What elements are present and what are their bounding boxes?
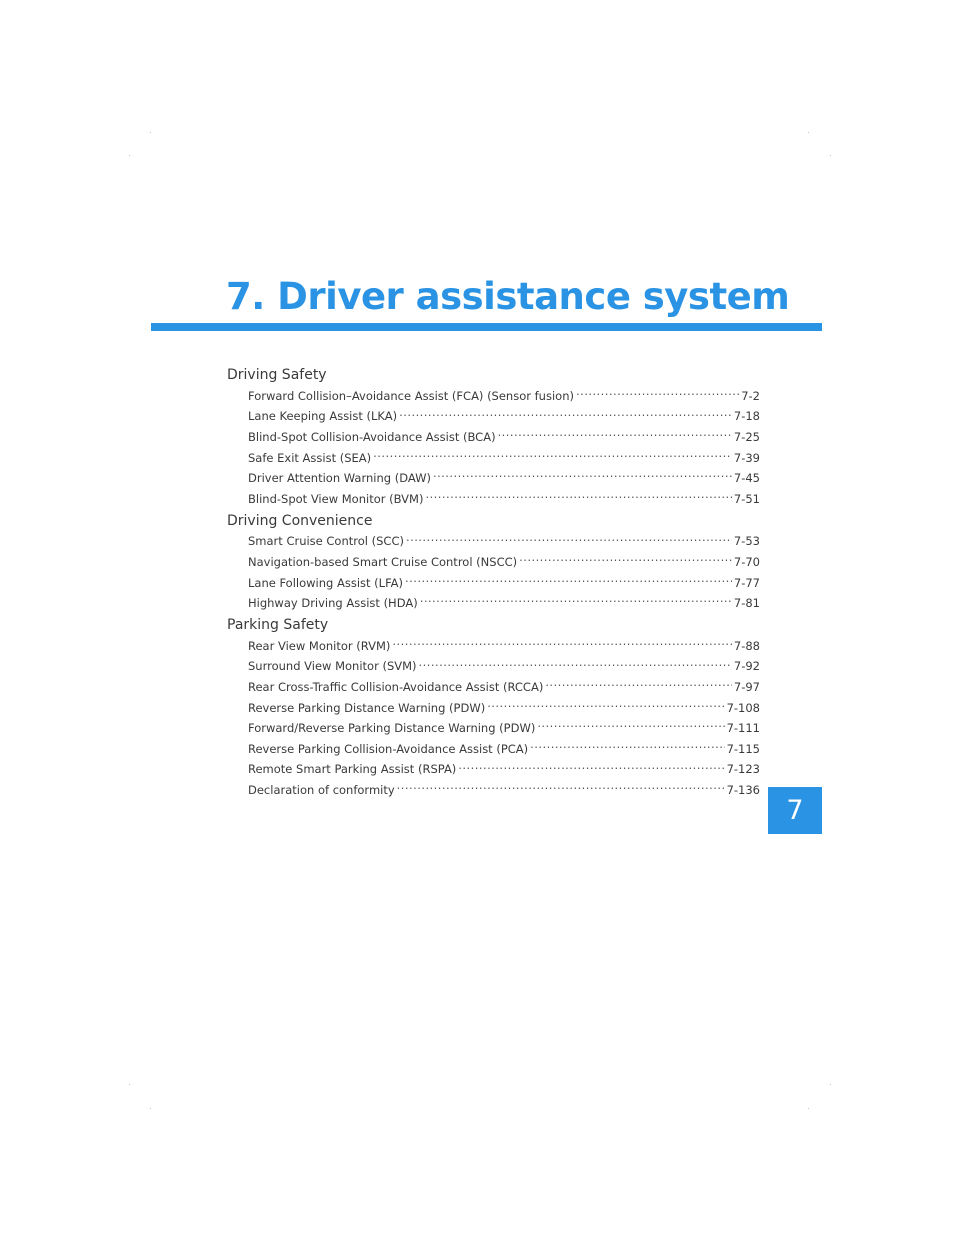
crop-mark [808, 132, 809, 133]
toc-section-driving-safety [227, 367, 760, 508]
entry-label: Highway Driving Assist (HDA) [248, 596, 418, 611]
dot-leader [420, 591, 732, 607]
toc-section-driving-convenience [227, 513, 760, 612]
entry-page: 7-25 [733, 429, 760, 444]
entry-page: 7-53 [733, 534, 760, 549]
dot-leader [458, 758, 724, 774]
title-rule [151, 323, 822, 331]
toc-entry[interactable] [248, 571, 760, 592]
toc-section-parking-safety [227, 617, 760, 799]
section-title: Driving Convenience [227, 512, 373, 529]
dot-leader [406, 530, 732, 546]
entry-page: 7-97 [733, 679, 760, 694]
dot-leader [392, 634, 731, 650]
entry-page: 7-39 [733, 450, 760, 465]
dot-leader [433, 466, 732, 482]
dot-leader [519, 550, 732, 566]
toc-entry[interactable] [248, 758, 760, 779]
entry-label: Remote Smart Parking Assist (RSPA) [248, 762, 457, 777]
entry-page: 7-92 [733, 659, 760, 674]
section-title: Driving Safety [227, 367, 327, 383]
toc-entry[interactable] [248, 696, 760, 717]
crop-mark [830, 155, 831, 156]
entry-label: Blind-Spot View Monitor (BVM) [248, 491, 424, 506]
dot-leader [537, 716, 724, 732]
entry-page: 7-108 [726, 700, 760, 715]
dot-leader [487, 696, 724, 712]
crop-mark [808, 1108, 809, 1109]
toc-entry[interactable] [248, 530, 760, 551]
crop-mark [129, 155, 130, 156]
toc-entry[interactable] [248, 716, 760, 737]
entry-label: Smart Cruise Control (SCC) [248, 534, 404, 549]
entry-label: Rear View Monitor (RVM) [248, 638, 391, 653]
entry-label: Surround View Monitor (SVM) [248, 659, 417, 674]
toc-entry[interactable] [248, 487, 760, 508]
toc-entry[interactable] [248, 384, 760, 405]
toc-entry[interactable] [248, 591, 760, 612]
entry-label: Safe Exit Assist (SEA) [248, 450, 372, 465]
dot-leader [545, 675, 732, 691]
crop-mark [150, 1108, 151, 1109]
entry-page: 7-45 [733, 471, 760, 486]
entry-page: 7-77 [733, 575, 760, 590]
entry-page: 7-81 [733, 596, 760, 611]
entry-page: 7-111 [726, 721, 760, 736]
toc-entry[interactable] [248, 737, 760, 758]
entry-page: 7-88 [733, 638, 760, 653]
toc-entry[interactable] [248, 634, 760, 655]
entry-label: Lane Keeping Assist (LKA) [248, 409, 398, 424]
crop-mark [129, 1084, 130, 1085]
crop-mark [830, 1084, 831, 1085]
dot-leader [425, 487, 731, 503]
dot-leader [397, 778, 725, 794]
entry-label: Blind-Spot Collision-Avoidance Assist (BCA) [248, 429, 496, 444]
dot-leader [399, 405, 732, 421]
entry-label: Forward/Reverse Parking Distance Warning (PDW) [248, 721, 536, 736]
dot-leader [419, 655, 732, 671]
entry-label: Driver Attention Warning (DAW) [248, 471, 431, 486]
section-title: Parking Safety [227, 616, 329, 633]
entry-label: Navigation-based Smart Cruise Control (NSCC) [248, 554, 518, 569]
entry-label: Lane Following Assist (LFA) [248, 575, 403, 590]
entry-page: 7-51 [733, 491, 760, 506]
toc-entry[interactable] [248, 655, 760, 676]
toc-entry[interactable] [248, 446, 760, 467]
entry-label: Reverse Parking Distance Warning (PDW) [248, 700, 486, 715]
toc-entry[interactable] [248, 425, 760, 446]
entry-page: 7-70 [733, 554, 760, 569]
entry-label: Rear Cross-Traffic Collision-Avoidance Assist (RCCA) [248, 679, 544, 694]
entry-label: Declaration of conformity [248, 782, 395, 797]
entry-page: 7-18 [733, 409, 760, 424]
entry-page: 7-123 [726, 762, 760, 777]
toc-entry[interactable] [248, 405, 760, 426]
entry-label: Reverse Parking Collision-Avoidance Assist (PCA) [248, 741, 529, 756]
dot-leader [498, 425, 732, 441]
dot-leader [373, 446, 732, 462]
entry-page: 7-115 [726, 741, 760, 756]
entry-page: 7-2 [741, 388, 760, 403]
chapter-tab[interactable]: 7 [768, 787, 822, 834]
dot-leader [530, 737, 724, 753]
table-of-contents [227, 367, 760, 799]
dot-leader [576, 384, 739, 400]
entry-label: Forward Collision–Avoidance Assist (FCA) (Sensor fusion) [248, 388, 574, 403]
toc-entry[interactable] [248, 466, 760, 487]
entry-page: 7-136 [726, 782, 760, 797]
dot-leader [405, 571, 732, 587]
toc-entry[interactable] [248, 675, 760, 696]
crop-mark [150, 132, 151, 133]
chapter-title: 7. Driver assistance system [226, 275, 790, 318]
toc-entry[interactable] [248, 778, 760, 799]
toc-entry[interactable] [248, 550, 760, 571]
